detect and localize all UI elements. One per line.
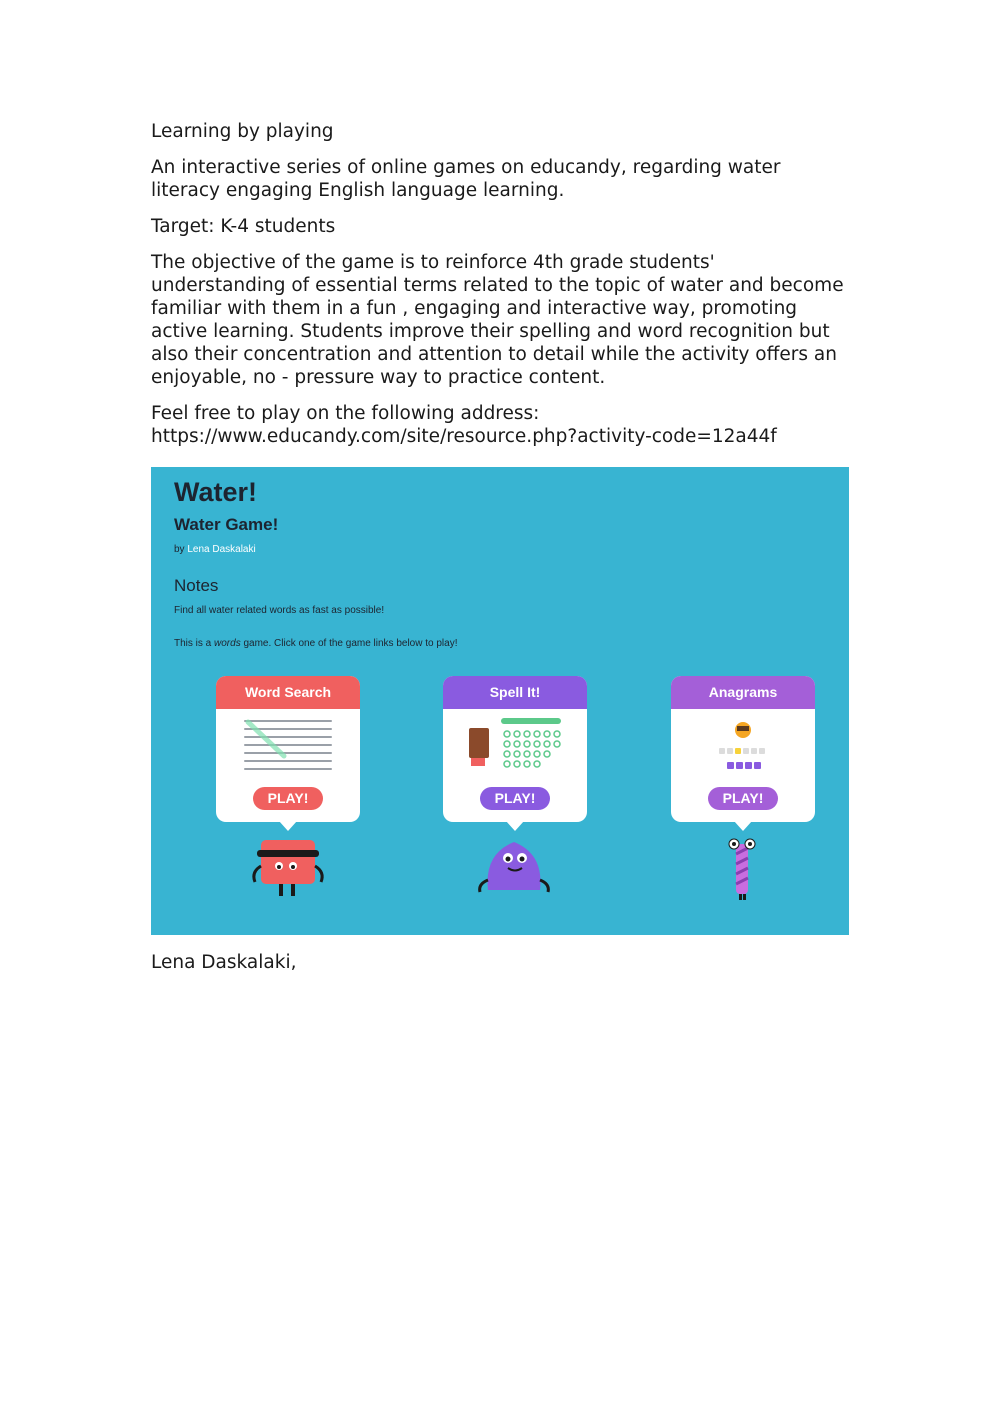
chocolate-letters-icon <box>443 716 587 778</box>
anagrams-title: Anagrams <box>671 676 815 709</box>
play-intro: Feel free to play on the following address: <box>151 403 540 424</box>
anagrams-play-button[interactable]: PLAY! <box>708 787 778 810</box>
document-body <box>151 120 851 461</box>
intro-paragraph: An interactive series of online games on educandy, regarding water literacy engaging English language learning. <box>151 157 781 201</box>
heading: Learning by playing <box>151 121 334 142</box>
game-screenshot <box>151 467 849 935</box>
red-block-mascot-icon <box>243 832 333 902</box>
hint-emphasis: words <box>214 638 241 649</box>
objective-paragraph: The objective of the game is to reinforce 4th grade students' understanding of essential terms related to the topic of water and become familiar with them in a fun , engaging and interactive way, promoting active learning. Students improve their spelling and word recognition but also their concentration and attention to detail while the activity offers an enjoyable, no - pressure way to practice content. <box>151 252 844 388</box>
word-grid-icon <box>216 716 360 778</box>
hint-prefix: This is a <box>174 638 215 649</box>
card-pointer <box>734 821 752 831</box>
author-line <box>174 544 256 555</box>
notes-text: Find all water related words as fast as possible! <box>174 605 385 616</box>
target-line: Target: K-4 students <box>151 216 336 237</box>
purple-blob-mascot-icon <box>470 832 560 902</box>
notes-heading: Notes <box>174 576 219 595</box>
by-label: by <box>174 544 185 555</box>
game-title: Water! <box>174 477 258 507</box>
spell-it-card[interactable] <box>443 676 587 822</box>
card-pointer <box>506 821 524 831</box>
spell-it-play-button[interactable]: PLAY! <box>480 787 550 810</box>
signoff: Lena Daskalaki, <box>151 952 297 973</box>
play-url-link[interactable]: https://www.educandy.com/site/resource.php?activity-code=12a44f <box>151 426 777 447</box>
play-paragraph <box>151 402 851 448</box>
game-hint <box>174 638 457 649</box>
author-link[interactable]: Lena Daskalaki <box>187 544 256 555</box>
anagrams-card[interactable] <box>671 676 815 822</box>
hint-suffix: game. Click one of the game links below to play! <box>240 638 458 649</box>
word-search-card[interactable] <box>216 676 360 822</box>
card-pointer <box>279 821 297 831</box>
word-search-title: Word Search <box>216 676 360 709</box>
word-search-play-button[interactable]: PLAY! <box>253 787 323 810</box>
spell-it-title: Spell It! <box>443 676 587 709</box>
anagram-tiles-icon <box>671 716 815 778</box>
game-subtitle: Water Game! <box>174 515 279 534</box>
striped-stick-mascot-icon <box>697 832 787 902</box>
